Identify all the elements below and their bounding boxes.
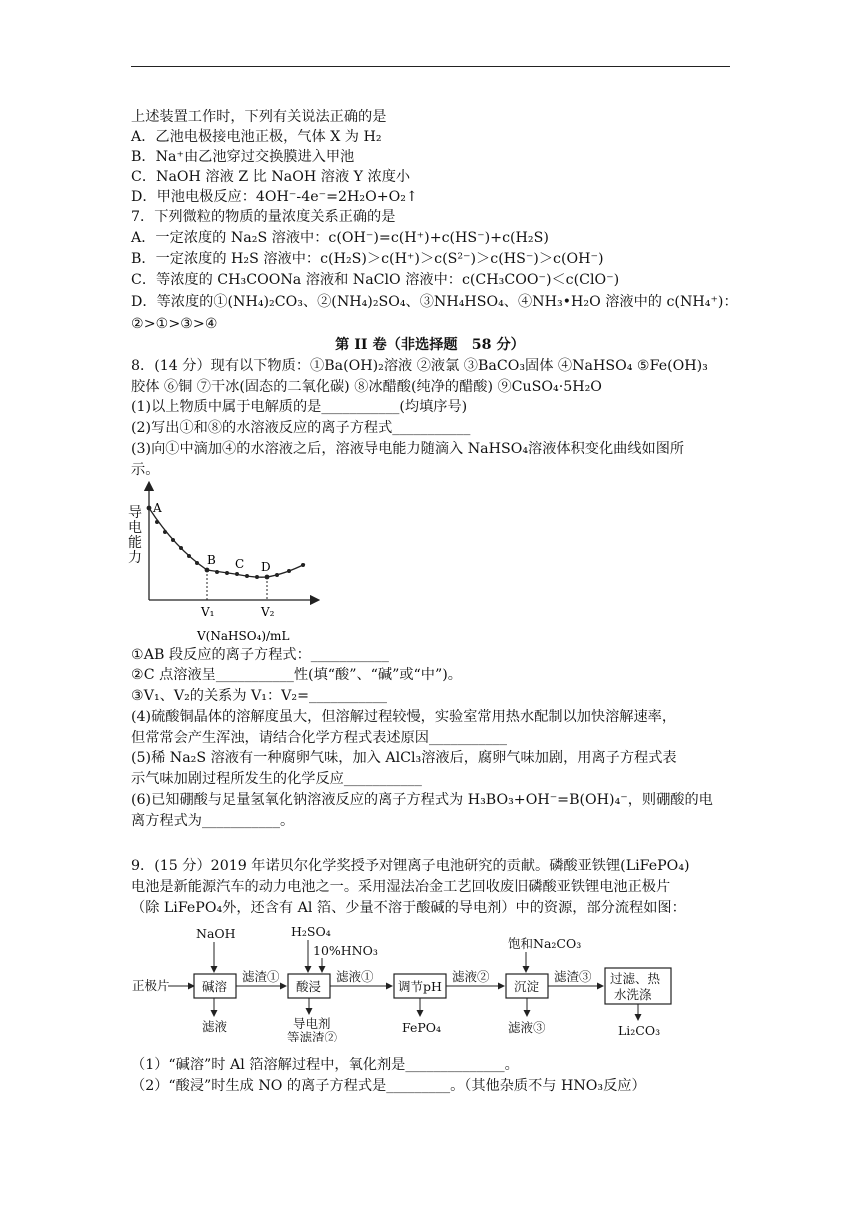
output-agent-1: 导电剂 xyxy=(293,1016,331,1031)
sub-question: ①AB 段反应的离子方程式：___________ xyxy=(131,647,389,663)
question-7: 7．下列微粒的物质的量浓度关系正确的是 xyxy=(131,209,396,225)
arrow-residue1: 滤渣① xyxy=(242,969,280,984)
reagent-hno3: 10%HNO₃ xyxy=(313,943,378,958)
point-a-label: A xyxy=(153,501,162,515)
option-b: B．Na⁺由乙池穿过交换膜进入甲池 xyxy=(131,149,355,165)
point-d-label: D xyxy=(261,560,271,574)
option-a: A．一定浓度的 Na₂S 溶液中：c(OH⁻)=c(H⁺)+c(HS⁻)+c(H₂S) xyxy=(131,230,549,246)
option-b: B．一定浓度的 H₂S 溶液中：c(H₂S)＞c(H⁺)＞c(S²⁻)＞c(HS⁻)＞c(OH⁻) xyxy=(131,251,604,267)
conductivity-graph xyxy=(125,478,325,644)
output-fepo4: FePO₄ xyxy=(402,1020,442,1035)
sub-question: (4)硫酸铜晶体的溶解度虽大，但溶解过程较慢，实验室常用热水配制以加快溶解速率， xyxy=(131,709,677,725)
section-title: 第 II 卷（非选择题 58 分） xyxy=(335,337,525,353)
sub-question: （2）“酸浸”时生成 NO 的离子方程式是_________。（其他杂质不与 HNO₃反应） xyxy=(131,1078,646,1094)
sub-question-cont: 离方程式为___________。 xyxy=(131,813,295,829)
conductivity-curve xyxy=(149,508,305,577)
option-d: D．等浓度的①(NH₄)₂CO₃、②(NH₄)₂SO₄、③NH₄HSO₄、④NH₃•H₂O 溶液中的 c(NH₄⁺)： xyxy=(131,294,738,310)
box-precip-label: 沉淀 xyxy=(514,979,540,994)
option-d-cont: ②>①>③>④ xyxy=(131,316,218,332)
reagent-h2so4: H₂SO₄ xyxy=(291,924,331,939)
arrow-residue3: 滤渣③ xyxy=(554,969,592,984)
v1-tick-label: V₁ xyxy=(201,605,215,619)
sub-question-cont: 示气味加剧过程所发生的化学反应___________ xyxy=(131,771,422,787)
sub-question: ③V₁、V₂的关系为 V₁：V₂=___________ xyxy=(131,688,388,704)
box-ph-label: 调节pH xyxy=(398,979,442,994)
option-a: A．乙池电极接电池正极，气体 X 为 H₂ xyxy=(131,129,382,145)
box-acid-label: 酸浸 xyxy=(296,979,322,994)
reagent-na2co3: 饱和Na₂CO₃ xyxy=(508,936,582,951)
question-8-cont: 胶体 ⑥铜 ⑦干冰(固态的二氧化碳) ⑧冰醋酸(纯净的醋酸) ⑨CuSO₄·5H₂O xyxy=(131,379,602,395)
question-9-cont: 电池是新能源汽车的动力电池之一。采用湿法冶金工艺回收废旧磷酸亚铁锂电池正极片 xyxy=(131,879,671,895)
option-d: D．甲池电极反应：4OH⁻-4e⁻=2H₂O+O₂↑ xyxy=(131,189,418,205)
arrow-liquid2: 滤液② xyxy=(452,969,490,984)
sub-question: (6)已知硼酸与足量氢氧化钠溶液反应的离子方程式为 H₃BO₃+OH⁻=B(OH)₄⁻，则硼酸的电 xyxy=(131,792,713,808)
sub-question: (5)稀 Na₂S 溶液有一种腐卵气味，加入 AlCl₃溶液后，腐卵气味加剧，用离子方程式表 xyxy=(131,750,677,766)
question-9-cont: （除 LiFePO₄外，还含有 Al 箔、少量不溶于酸碱的导电剂）中的资源，部分流程如图： xyxy=(131,900,686,916)
point-c-label: C xyxy=(235,557,245,571)
x-axis-label: V(NaHSO₄)/mL xyxy=(197,629,290,643)
output-li2co3: Li₂CO₃ xyxy=(618,1023,661,1038)
output-agent-2: 等滤渣② xyxy=(287,1030,338,1042)
sub-question: ②C 点溶液呈___________性(填“酸”、“碱”或“中”)。 xyxy=(131,667,462,683)
y-axis-label: 导电能力 xyxy=(128,505,142,566)
option-c: C．NaOH 溶液 Z 比 NaOH 溶液 Y 浓度小 xyxy=(131,169,411,185)
question-8: 8．(14 分）现有以下物质：①Ba(OH)₂溶液 ②液氯 ③BaCO₃固体 ④NaHSO₄ ⑤Fe(OH)₃ xyxy=(131,358,708,374)
point-b-label: B xyxy=(207,553,216,567)
box-alkali-label: 碱溶 xyxy=(202,979,228,994)
text-line: 上述装置工作时，下列有关说法正确的是 xyxy=(131,109,387,125)
arrow-liquid1: 滤液① xyxy=(336,969,374,984)
v2-tick-label: V₂ xyxy=(261,605,275,619)
option-c: C．等浓度的 CH₃COONa 溶液和 NaClO 溶液中：c(CH₃COO⁻)＜c(ClO⁻) xyxy=(131,272,620,288)
sub-question: (1)以上物质中属于电解质的是___________(均填序号) xyxy=(131,399,468,415)
sub-question-cont: 但常常会产生浑浊，请结合化学方程式表述原因___________ xyxy=(131,730,507,746)
process-flowchart xyxy=(128,918,728,1042)
box-filter-label-1: 过滤、热 xyxy=(610,971,661,986)
output-liquid3: 滤液③ xyxy=(508,1020,546,1035)
input-label: 正极片 xyxy=(132,978,170,993)
sub-question: (3)向①中滴加④的水溶液之后，溶液导电能力随滴入 NaHSO₄溶液体积变化曲线如图所 xyxy=(131,441,685,457)
sub-question: (2)写出①和⑧的水溶液反应的离子方程式___________ xyxy=(131,420,471,436)
sub-question-cont: 示。 xyxy=(131,462,160,478)
question-9: 9．(15 分）2019 年诺贝尔化学奖授予对锂离子电池研究的贡献。磷酸亚铁锂(LiFePO₄) xyxy=(131,858,690,874)
output-liquid: 滤液 xyxy=(202,1019,228,1034)
reagent-naoh: NaOH xyxy=(196,926,236,941)
sub-question: （1）“碱溶”时 Al 箔溶解过程中，氧化剂是______________。 xyxy=(131,1057,519,1073)
box-filter-label-2: 水洗涤 xyxy=(614,987,652,1002)
header-rule xyxy=(131,66,730,67)
